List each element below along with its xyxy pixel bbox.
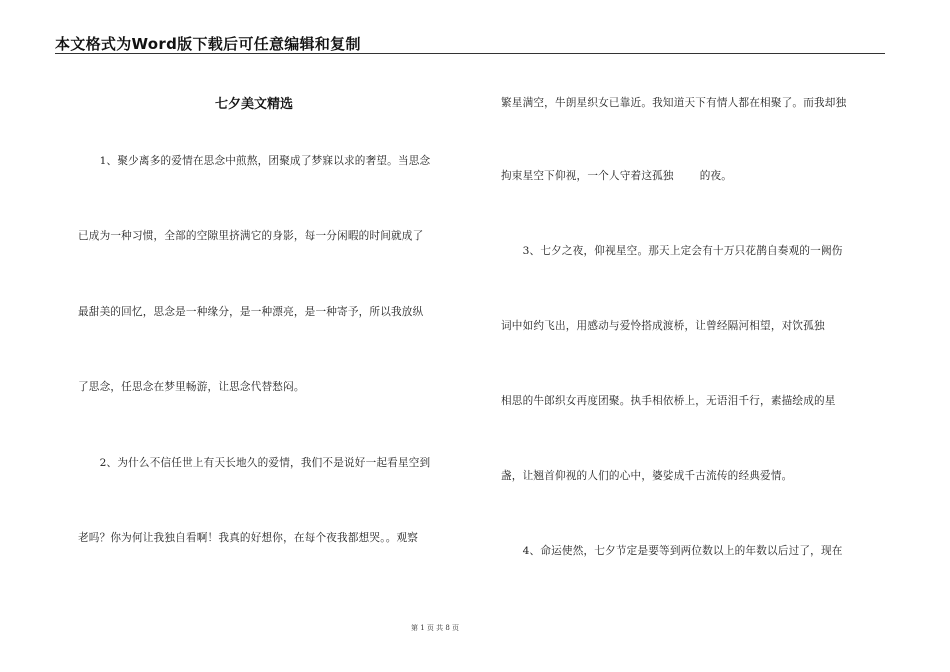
text-line: 4、命运使然，七夕节定是要等到两位数以上的年数以后过了，现在: [501, 545, 843, 557]
header-divider: [55, 53, 885, 54]
text-line: 最甜美的回忆，思念是一种缘分，是一种漂亮，是一种寄予，所以我放纵: [78, 306, 424, 318]
text-line: 已成为一种习惯，全部的空隙里挤满它的身影，每一分闲暇的时间就成了: [78, 230, 424, 242]
text-line: 盏，让翘首仰视的人们的心中，婆娑成千古流传的经典爱情。: [501, 470, 793, 482]
text-line: 词中如约飞出，用感动与爱怜搭成渡桥，让曾经隔河相望，对饮孤独: [501, 320, 825, 332]
page-number: 第 1 页 共 8 页: [410, 624, 460, 632]
text-line: 2、为什么不信任世上有天长地久的爱情，我们不是说好一起看星空到: [78, 457, 431, 469]
text-line: 相思的牛郎织女再度团聚。执手相依桥上，无语泪千行，素描绘成的星: [501, 395, 836, 407]
article-title: 七夕美文精选: [215, 97, 294, 112]
text-line: 老吗？你为何让我独自看啊！我真的好想你，在每个夜我都想哭。。观察: [78, 532, 419, 544]
text-line: 1、聚少离多的爱情在思念中煎熬，团聚成了梦寐以求的奢望。当思念: [78, 155, 431, 167]
text-fragment: 的夜。: [699, 170, 733, 182]
text-line: [501, 168, 732, 183]
document-banner: 本文格式为Word版下载后可任意编辑和复制: [55, 35, 361, 53]
text-line: 3、七夕之夜，仰视星空。那天上定会有十万只花鹊自奏观的一阙伤: [501, 245, 843, 257]
text-line: 繁星满空，牛朗星织女已靠近。我知道天下有情人都在相聚了。而我却独: [501, 97, 847, 109]
text-fragment: 拘束星空下仰视，一个人守着这孤独: [501, 170, 674, 182]
text-line: 了思念，任思念在梦里畅游，让思念代替愁闷。: [78, 381, 305, 393]
